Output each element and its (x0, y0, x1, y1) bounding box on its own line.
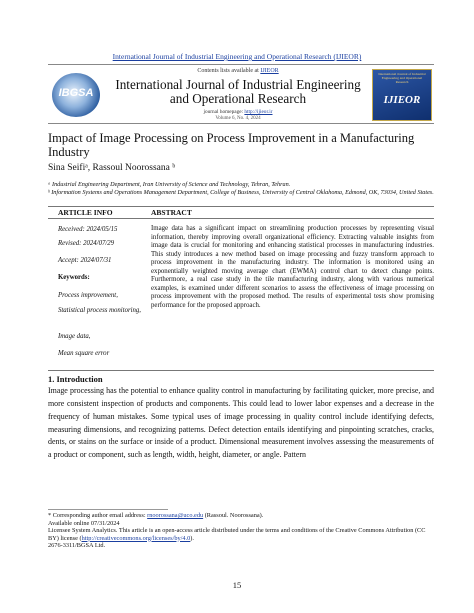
divider-bottom (48, 370, 434, 371)
contents-available: Contents lists available at IJIEOR (197, 68, 279, 74)
abstract-heading: ABSTRACT (151, 208, 192, 217)
author-email-link[interactable]: rnoorossana@uco.edu (147, 512, 204, 519)
article-info-heading: ARTICLE INFO (58, 208, 113, 217)
affiliation-b: ᵇ Information Systems and Operations Management Department, College of Business, University of Central Oklahoma, Edmond, OK, 73034, United States. (48, 189, 434, 196)
keyword-item: Statistical process monitoring, (58, 307, 142, 314)
accept-date: Accept: 2024/07/31 (58, 257, 112, 264)
introduction-text: Image processing has the potential to enhance quality control in manufacturing by facilitating quicker, more precise, and more consistent inspection of products and components. This could lead to lower labor expenses and a decrease in the frequency of human mistakes. Some typical uses of image processing in quality control include identifying defects, measuring dimensions, and recognizing patterns. Defect detection entails identifying and pinpointing scratches, cracks, dents, or stains on the surface or inside of a product. Dimensional measurement involves assessing the measurements of a product or component, such as length, width, height, diameter, or angle. Pattern (48, 386, 434, 460)
journal-homepage: journal homepage: http://ijieor.ir (203, 109, 273, 115)
keyword-item: Mean square error (58, 350, 110, 357)
divider-top (48, 206, 434, 207)
footnote-rule (48, 509, 168, 510)
paper-title: Impact of Image Processing on Process Improvement in a Manufacturing Industry (48, 131, 415, 159)
keyword-item: Image data, (58, 333, 91, 340)
page-number: 15 (232, 580, 242, 590)
abstract-text: Image data has a significant impact on streamlining production processes by representing visual information, thereby improving overall organizational efficiency. Extracting valuable insights from image data is crucial for monitoring and enhancing statistical processes in manufacturing industries. This study introduces a new method based on image processing and fuzzy transform approach to process improvement in the manufacturing industry. The information is monitored using an exponentially weighted moving average chart (EWMA) control chart to detect change points. Furthermore, a real case study in the tile manufacturing industry, along with various numerical examples, is examined under different scenarios to assess the effectiveness of image processing on process improvement with the proposed method. The results of experimental tests show promising performance for the proposed approach. (151, 225, 434, 309)
journal-cover-title: International Journal of Industrial Engineering and Operational Research (378, 72, 426, 84)
footnotes (48, 512, 434, 550)
received-date: Received: 2024/05/15 (58, 226, 118, 233)
contents-link[interactable]: IJIEOR (260, 68, 279, 74)
available-online: Available online 07/31/2024 (48, 519, 120, 527)
license-note: Licensee System Analytics. This article is an open-access article distributed under the terms and conditions of the Creative Commons Attribution (CC BY) license (http://creativecommons.org/licenses/by/4.0). (48, 527, 426, 542)
homepage-link[interactable]: http://ijieor.ir (244, 109, 273, 115)
publisher-logo (52, 73, 100, 117)
paper-authors: Sina Seifiᵃ, Rassoul Noorossana ᵇ (48, 163, 176, 173)
divider-heading (48, 218, 434, 219)
journal-top-link[interactable]: International Journal of Industrial Engineering and Operational Research (IJIEOR) (112, 52, 362, 61)
keywords-heading: Keywords: (58, 274, 90, 281)
keyword-item: Process improvement, (58, 292, 118, 299)
publisher-logo-text: IBGSA (58, 87, 94, 99)
issn-line: 2676-3311/BGSA Ltd. (48, 542, 106, 549)
corresponding-author: * Corresponding author email address: rnoorossana@uco.edu (Rassoul. Noorossana). (48, 512, 264, 519)
volume-info: Volume 6, No. 4, 2024 (215, 116, 261, 121)
revised-date: Revised: 2024/07/29 (58, 240, 115, 247)
license-link[interactable]: http://creativecommons.org/licenses/by/4.0 (81, 534, 191, 542)
section-heading-introduction: 1. Introduction (48, 374, 103, 384)
journal-cover-text: IJIEOR (383, 94, 421, 106)
journal-cover-logo (372, 69, 432, 121)
affiliation-a: ᵃ Industrial Engineering Department, Iran University of Science and Technology, Tehran, Tehran. (48, 181, 291, 188)
journal-title: International Journal of Industrial Engineering and Operational Research (115, 77, 361, 106)
